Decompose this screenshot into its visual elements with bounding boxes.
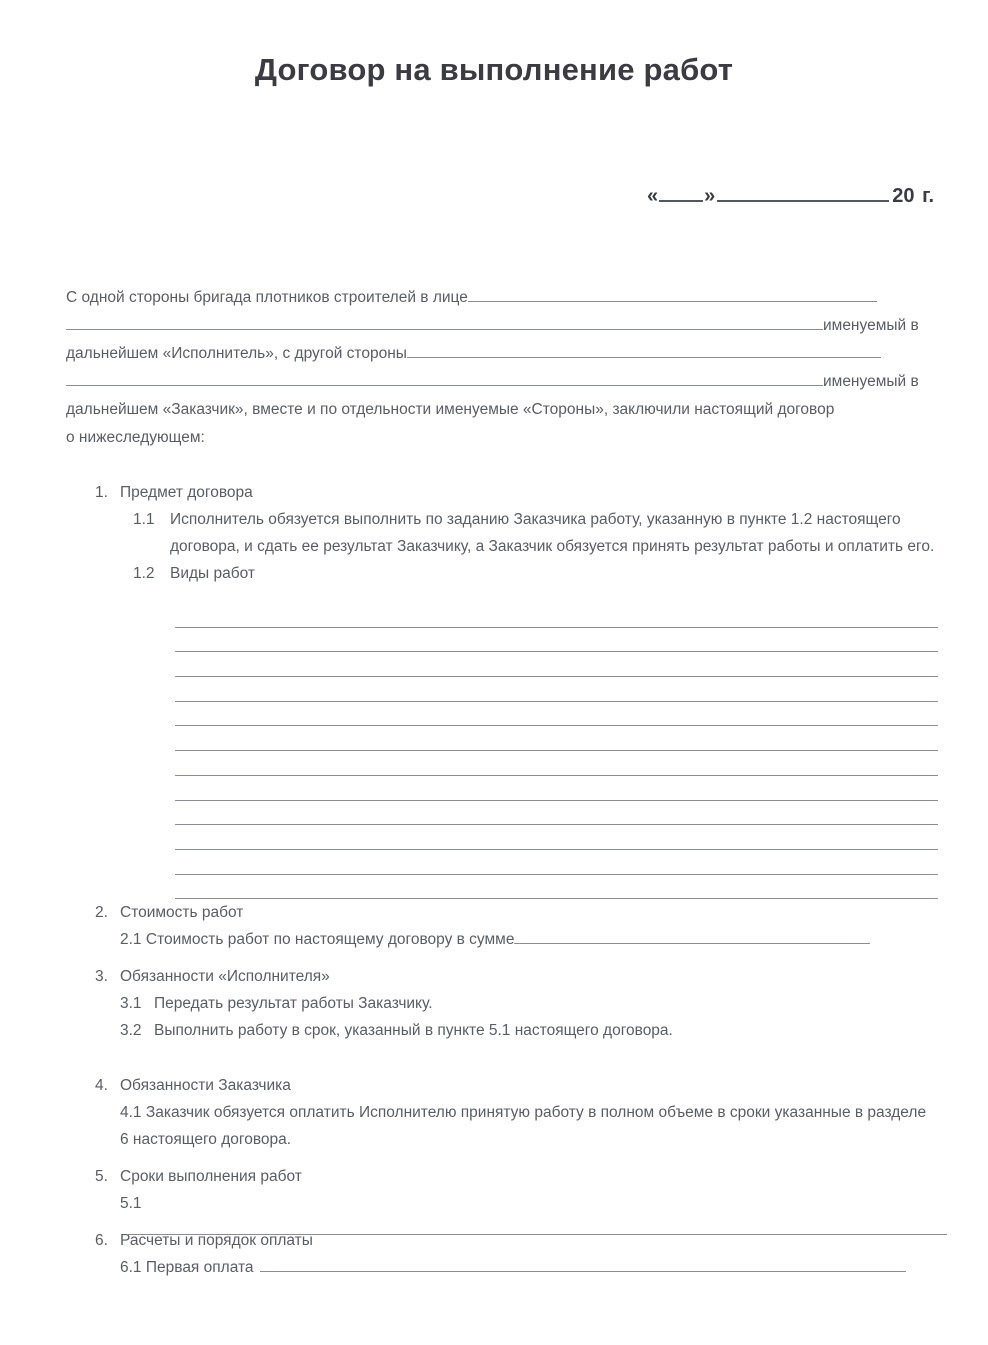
executor-name-blank[interactable] [468,288,877,302]
section-item-1-1 [66,506,938,560]
section-item-3-1-text: Передать результат работы Заказчику. [154,995,433,1012]
section-4-heading [66,1072,938,1099]
section-5-number: 5. [95,1168,108,1185]
intro-line-6: о нижеследующем: [66,429,205,446]
section-5-heading [66,1163,938,1190]
section-2 [66,899,938,953]
section-item-3-1 [66,990,938,1017]
intro-line-2-text: именуемый в [823,317,919,334]
section-item-1-2-text: Виды работ [170,565,255,582]
section-4-title: Обязанности Заказчика [120,1077,291,1094]
intro-line-2 [66,312,938,340]
section-3-heading [66,963,938,990]
section-item-1-1-number: 1.1 [133,511,155,528]
blank-write-line[interactable] [175,825,938,850]
intro-line-1 [66,284,938,312]
blank-write-line[interactable] [175,628,938,653]
date-year-suffix: г. [922,185,934,207]
blank-write-line[interactable] [175,875,938,900]
date-month-blank[interactable] [717,200,889,202]
intro-line-3-text: дальнейшем «Исполнитель», с другой стороны [66,345,407,362]
contract-parties-intro [66,284,938,452]
blank-write-line[interactable] [175,677,938,702]
page-title: Договор на выполнение работ [254,52,734,87]
section-item-4-1-text: Заказчик обязуется оплатить Исполнителю принятую работу в полном объеме в сроки указанные в разделе 6 настоящего договора. [120,1104,927,1148]
section-item-3-2-text: Выполнить работу в срок, указанный в пункте 5.1 настоящего договора. [154,1022,673,1039]
date-day-blank[interactable] [659,200,703,202]
date-quote-open: « [647,185,659,207]
section-2-number: 2. [95,904,108,921]
section-2-title: Стоимость работ [120,904,244,921]
section-1 [66,479,938,587]
blank-write-line[interactable] [175,603,938,628]
blank-write-line[interactable] [175,702,938,727]
section-item-6-1 [66,1254,938,1281]
blank-write-line[interactable] [175,801,938,826]
contract-sum-blank[interactable] [514,930,870,944]
section-item-3-2-number: 3.2 [120,1022,142,1039]
section-item-6-1-number: 6.1 [120,1259,142,1276]
blank-write-line[interactable] [175,751,938,776]
section-6 [66,1227,938,1281]
section-item-3-1-number: 3.1 [120,995,142,1012]
intro-line-3 [66,340,938,368]
section-6-heading [66,1227,938,1254]
section-item-6-1-text: Первая оплата [145,1259,254,1276]
intro-line-5: дальнейшем «Заказчик», вместе и по отдельности именуемые «Стороны», заключили настоящий договор [66,401,835,418]
date-quote-close: » [704,185,716,207]
customer-name-blank-cont[interactable] [66,372,823,386]
section-item-1-2-number: 1.2 [133,565,155,582]
blank-write-line[interactable] [175,652,938,677]
section-item-2-1 [66,926,938,953]
section-item-4-1-number: 4.1 [120,1104,142,1121]
work-types-blank-lines[interactable] [175,603,938,899]
section-item-2-1-number: 2.1 [120,931,142,948]
section-6-number: 6. [95,1232,108,1249]
section-2-heading [66,899,938,926]
intro-line-4-text: именуемый в [823,373,919,390]
section-item-3-2 [66,1017,938,1044]
section-item-2-1-text: Стоимость работ по настоящему договору в сумме [145,931,515,948]
intro-line-1-text: С одной стороны бригада плотников строителей в лице [66,289,468,306]
section-1-title: Предмет договора [120,484,253,501]
blank-write-line[interactable] [175,850,938,875]
section-6-title: Расчеты и порядок оплаты [120,1232,313,1249]
intro-line-4 [66,368,938,396]
blank-write-line[interactable] [175,726,938,751]
section-3 [66,963,938,1044]
section-4-number: 4. [95,1077,108,1094]
section-item-1-1-text: Исполнитель обязуется выполнить по заданию Заказчика работу, указанную в пункте 1.2 настоящего договора, и сдать ее результат Заказчику, а Заказчик обязуется принять результат работы и оплатить его. [170,511,935,555]
first-payment-blank[interactable] [260,1258,906,1272]
customer-name-blank[interactable] [407,344,881,358]
section-item-5-1-number: 5.1 [120,1195,142,1212]
section-item-4-1 [66,1099,938,1153]
blank-write-line[interactable] [175,776,938,801]
date-year-prefix: 20 [892,185,915,207]
section-3-title: Обязанности «Исполнителя» [120,968,330,985]
executor-name-blank-cont[interactable] [66,316,823,330]
section-1-number: 1. [95,484,108,501]
contract-date-line [0,185,988,208]
section-4 [66,1072,938,1153]
section-3-number: 3. [95,968,108,985]
section-1-heading [66,479,938,506]
section-5-title: Сроки выполнения работ [120,1168,302,1185]
section-item-1-2 [66,560,938,587]
